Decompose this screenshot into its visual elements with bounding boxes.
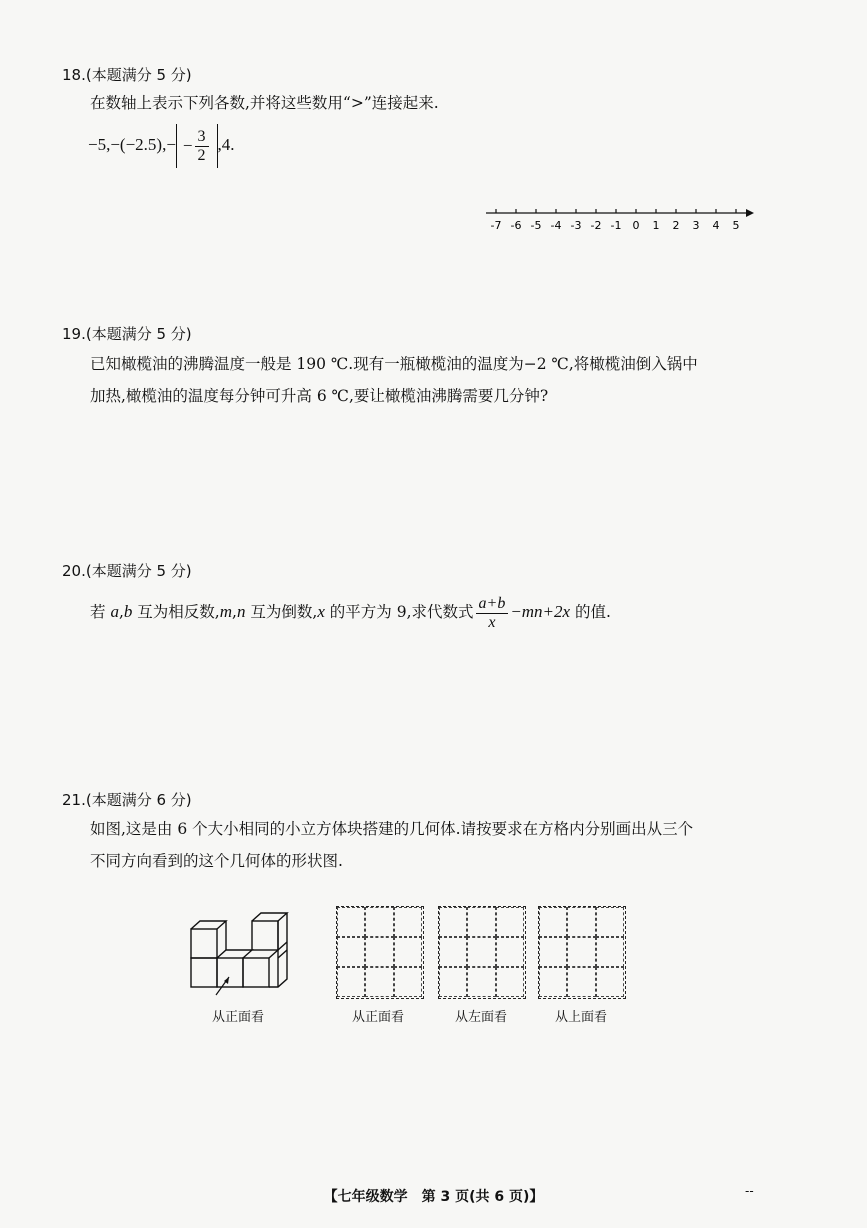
cube-front-b3 bbox=[243, 958, 269, 987]
grid-cell bbox=[496, 937, 524, 967]
grid-cell bbox=[394, 967, 422, 997]
q20-var-m: m bbox=[219, 602, 233, 621]
grid-cell bbox=[439, 967, 467, 997]
q20-text-2: , bbox=[118, 603, 124, 621]
number-line-tick-label: -4 bbox=[550, 219, 562, 232]
q20-fraction-denominator: x bbox=[488, 613, 496, 631]
grid-cell bbox=[439, 907, 467, 937]
grid-cell bbox=[467, 967, 495, 997]
cube-figure-caption: 从正面看 bbox=[212, 1010, 265, 1025]
q20-fraction-numerator: a+b bbox=[476, 595, 509, 614]
cube-figure-svg bbox=[186, 905, 296, 1000]
cube-top-bm bbox=[217, 950, 252, 958]
q18-fraction-numerator: 3 bbox=[195, 128, 209, 147]
number-line-tick-label: -1 bbox=[610, 219, 622, 232]
cube-top-tl bbox=[191, 921, 226, 929]
q18-absolute-value: − $\frac{3}{2}$ bbox=[176, 124, 218, 168]
grid-cell bbox=[365, 907, 393, 937]
q20-var-x: x bbox=[317, 602, 325, 621]
q18-instruction: 在数轴上表示下列各数,并将这些数用“>”连接起来. bbox=[90, 94, 439, 112]
q19-line2: 加热,橄榄油的温度每分钟可升高 6 ℃,要让橄榄油沸腾需要几分钟? bbox=[90, 387, 549, 405]
grid-cell bbox=[394, 907, 422, 937]
q20-expression: −mn+2x bbox=[510, 602, 571, 621]
grid-cell bbox=[567, 907, 595, 937]
q20-var-a: a bbox=[110, 602, 119, 621]
q18-heading: 18.(本题满分 5 分) bbox=[62, 66, 192, 84]
grid-left-caption: 从左面看 bbox=[455, 1010, 508, 1025]
q18-numbers-part2: ,4. bbox=[217, 135, 235, 154]
grid-cell bbox=[496, 967, 524, 997]
number-line-tick-label: 4 bbox=[712, 219, 720, 232]
number-line-tick-label: -7 bbox=[490, 219, 502, 232]
grid-cell bbox=[539, 967, 567, 997]
grid-cell bbox=[596, 967, 624, 997]
grid-cell bbox=[496, 907, 524, 937]
q20-var-n: n bbox=[236, 602, 246, 621]
number-line bbox=[484, 200, 756, 240]
grid-cell bbox=[567, 967, 595, 997]
q20-text-6: 的平方为 9,求代数式 bbox=[324, 603, 474, 621]
number-line-tick-label: 0 bbox=[632, 219, 640, 232]
grid-cell bbox=[567, 937, 595, 967]
corner-mark: -- bbox=[745, 1184, 754, 1198]
q20-text-8: 的值. bbox=[570, 603, 611, 621]
q20-text bbox=[90, 590, 611, 634]
q20-heading: 20.(本题满分 5 分) bbox=[62, 562, 192, 580]
grid-cell bbox=[539, 937, 567, 967]
grid-top bbox=[538, 906, 626, 999]
page-footer: 【七年级数学 第 3 页(共 6 页)】 bbox=[323, 1189, 544, 1205]
grid-cell bbox=[337, 967, 365, 997]
q18-number-list bbox=[88, 123, 235, 167]
grid-cell bbox=[539, 907, 567, 937]
grid-cell bbox=[467, 907, 495, 937]
grid-left bbox=[438, 906, 526, 999]
grid-cell bbox=[439, 937, 467, 967]
cube-front-b2 bbox=[217, 958, 243, 987]
number-line-tick-label: 5 bbox=[732, 219, 740, 232]
q18-numbers-part1: −5,−(−2.5),− bbox=[88, 135, 176, 154]
number-line-tick-label: -5 bbox=[530, 219, 542, 232]
q20-text-1: 若 bbox=[90, 603, 111, 621]
grid-cell bbox=[394, 937, 422, 967]
number-line-arrow bbox=[746, 209, 754, 217]
grid-cell bbox=[337, 907, 365, 937]
number-line-tick-label: 1 bbox=[652, 219, 660, 232]
grid-cell bbox=[596, 907, 624, 937]
q20-var-b: b bbox=[123, 602, 133, 621]
number-line-tick-label: 2 bbox=[672, 219, 680, 232]
q20-text-5: 互为倒数, bbox=[245, 603, 318, 621]
q19-line1: 已知橄榄油的沸腾温度一般是 190 ℃.现有一瓶橄榄油的温度为−2 ℃,将橄榄油倒入锅中 bbox=[90, 355, 698, 373]
number-line-tick-label: -2 bbox=[590, 219, 602, 232]
grid-front-caption: 从正面看 bbox=[352, 1010, 405, 1025]
q20-text-4: , bbox=[232, 603, 237, 621]
grid-cell bbox=[337, 937, 365, 967]
q18-fraction bbox=[195, 128, 209, 165]
cube-front-tr bbox=[252, 921, 278, 950]
number-line-tick-label: -6 bbox=[510, 219, 522, 232]
cube-top-tr bbox=[252, 913, 287, 921]
q21-line1: 如图,这是由 6 个大小相同的小立方体块搭建的几何体.请按要求在方格内分别画出从三个 bbox=[90, 820, 694, 838]
grid-cell bbox=[596, 937, 624, 967]
cube-front-b1 bbox=[191, 958, 217, 987]
number-line-tick-label: -3 bbox=[570, 219, 582, 232]
q21-line2: 不同方向看到的这个几何体的形状图. bbox=[90, 852, 343, 870]
q20-fraction bbox=[476, 595, 509, 632]
number-line-tick-label: 3 bbox=[692, 219, 700, 232]
grid-top-caption: 从上面看 bbox=[555, 1010, 608, 1025]
q19-heading: 19.(本题满分 5 分) bbox=[62, 325, 192, 343]
cube-figure bbox=[186, 905, 296, 1000]
q20-text-3: 互为相反数, bbox=[132, 603, 220, 621]
q21-heading: 21.(本题满分 6 分) bbox=[62, 791, 192, 809]
grid-cell bbox=[365, 937, 393, 967]
grid-cell bbox=[467, 937, 495, 967]
cube-front-tl bbox=[191, 929, 217, 958]
grid-cell bbox=[365, 967, 393, 997]
q18-fraction-denominator: 2 bbox=[197, 146, 206, 164]
number-line-svg bbox=[484, 200, 756, 240]
grid-front bbox=[336, 906, 424, 999]
